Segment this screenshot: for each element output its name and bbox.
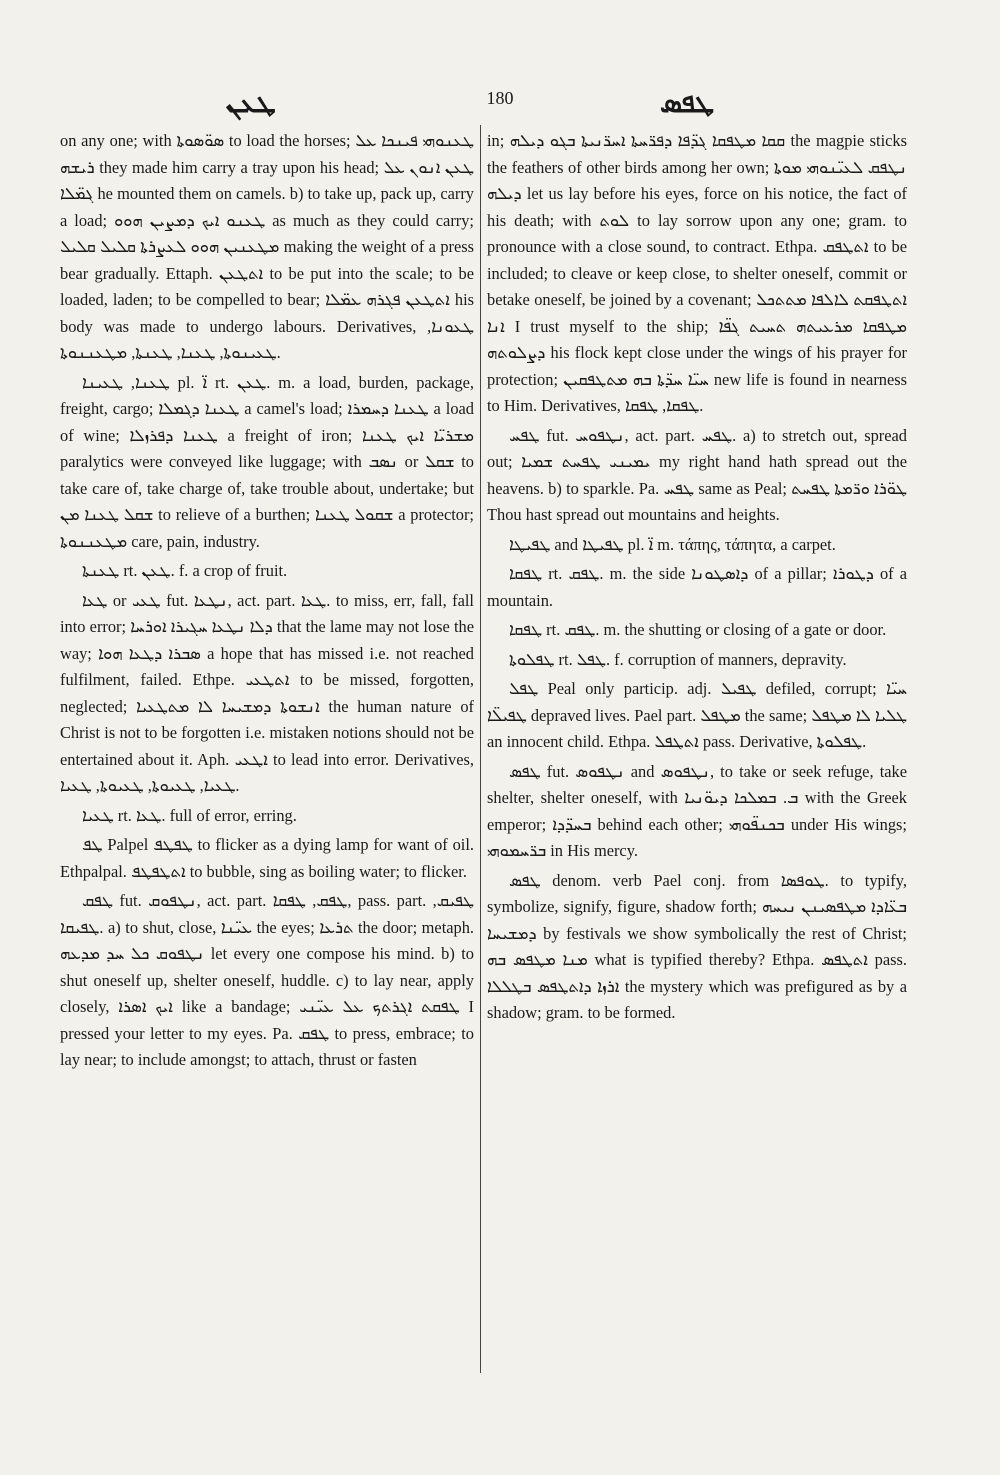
right-column bbox=[487, 128, 907, 1027]
dictionary-entry: ܛܦܠܘܬܐ rt. ܛܦܠ. f. corruption of manners, depravity. bbox=[509, 649, 847, 669]
dictionary-entry: ܛܥܢܬܐ rt. ܛܥܢ. f. a crop of fruit. bbox=[82, 561, 288, 580]
dictionary-entry: ܛܦܩ fut. ܢܛܦܘܩ, act. part. ܛܦܩ, ܛܦܩܐ, pass. part. ܛܦܝܩ, ܛܦܝܩܐ. a) to shut, close, ܥܝ̈ܢܐ the eyes; ܬܪܥܐ the door; metaph. ܢܛܦܘܩ ܟܠ ܚܕ ܡܕܥܗ let every one compose his mind. b) to shut oneself up, shelter oneself, huddle. c) to lay near, apply closely, ܐܝܟ ܐܣܪܐ like a bandage; ܛܦܩܬ ܐܓܪܬܟ ܥܠ ܥܝ̈ܢܝ I pressed your letter to my eyes. Pa. ܛܦܩ to press, embrace; to lay near; to include amongst; to attach, thrust or fasten bbox=[60, 891, 475, 1069]
dictionary-entry: ܛܥܢܐ, ܛܥܝܢܐ pl. ܐ̈ rt. ܛܥܢ. m. a load, burden, package, freight, cargo; ܛܥܢܐ ܕܓܡܠܐ a camel's load; ܛܥܢܐ ܕܚܡܪܐ a load of wine; ܛܥܢܐ ܕܦܪܙܠܐ a freight of iron; ܡܫܪܝ̈ܐ ܐܝܟ ܛܥܢܐ paralytics were conveyed like luggage; with ܢܣܒ or ܫܩܠ to take care of, take charge of, take trouble about, undertake; but ܫܩܠ ܛܥܢܐ ܡܢ to relieve of a burthen; ܫܩܘܠ ܛܥܢܐ a protector; ܡܛܥܢܢܘܬܐ care, pain, industry. bbox=[60, 372, 475, 551]
dictionary-entry: ܛܥܝܐ rt. ܛܥܐ. full of error, erring. bbox=[82, 805, 297, 825]
dictionary-entry: ܛܦܚ fut. ܢܛܦܘܚ, act. part. ܛܦܚ. a) to stretch out, spread out; ܝܡܝܢܝ ܛܦܚܬ ܫܡܝܐ my right hand hath spread out the heavens. b) to sparkle. Pa. ܛܦܚ same as Peal; ܛܘ̈ܪܐ ܘܪ̈ܡܬܐ ܛܦܚܬ Thou hast spread out mountains and heights. bbox=[487, 425, 907, 524]
running-headword-right: ܛܦܣ bbox=[660, 88, 715, 119]
column-divider bbox=[480, 125, 481, 1373]
entry-continuation: on any one; with ܣܘ̈ܣܘܬܐ to load the horses; ܛܥܢܘܗܝ ܦܝܢܟܐ ܥܠ ܪܝܫܗ they made him carry a tray upon his head; ܛܥܢ ܐܢܘܢ ܥܠ ܓܡ̈ܠܐ he mounted them on camels. b) to take up, pack up, carry a load; ܛܥܢܘ ܐܝܟ ܕܡܨܝܢ ܗܘܘ as much as they could carry; ܡܛܥܢܝܢ ܗܘܘ ܠܥܨܪܬܐ ܩܠܝܠ ܩܠܝܠ making the weight of a press bear gradually. Ettaph. ܐܬܛܥܢ to be put into the scale; to be loaded, laden; to be compelled to bear; ܐܬܛܥܢ ܦܓܪܗ ܥܡ̈ܠܐ his body was made to undergo labours. Derivatives, ܛܥܘܢܐ, ܛܥܝܢܘܬܐ, ܛܥܢܐ, ܛܥܢܬܐ, ܡܛܥܢܢܘܬܐ. bbox=[60, 131, 475, 362]
dictionary-entry: ܛܦܠ Peal only particip. adj. ܛܦܝܠ defiled, corrupt; ܚܝ̈ܐ ܛܦܝܠ̈ܐ depraved lives. Pael part. ܡܛܦܠ the same; ܛܠܝܐ ܠܐ ܡܛܦܠ an innocent child. Ethpa. ܐܬܛܦܠ pass. Derivative, ܛܦܠܘܬܐ. bbox=[487, 679, 907, 751]
left-column bbox=[60, 128, 474, 1074]
dictionary-entry: ܛܦܣ denom. verb Pael conj. from ܛܘܦܣܐ. to typify, symbolize, signify, figure, shadow forth; ܒܥ̈ܐܕܐ ܡܛܦܣܝܢܢ ܢܝܚܗ ܕܡܫܝܚܐ by festivals we show symbolically the rest of Christ; ܡܢܐ ܡܛܦܣ ܒܗ what is typified thereby? Ethpa. ܐܬܛܦܣ pass. ܐܪܙܐ ܕܐܬܛܦܣ ܒܛܠܠܐ the mystery which was prefigured as by a shadow; gram. to be formed. bbox=[487, 870, 907, 1022]
page-number: 180 bbox=[486, 88, 514, 108]
entry-continuation: in; ܩܩܐ ܡܛܦܩܐ ܓܕ̈ܦܐ ܕܦܪ̈ܚܬܐ ܐܚܪ̈ܢܝܬܐ ܒܓܘ ܕܝܠܗ the magpie sticks the feathers of other birds among her own; ܢܛܦܩ ܠܥܝ̈ܢܘܗܝ ܡܘܬܐ ܕܝܠܗ let us lay before his eyes, force on his notice, the fact of his death; with ܠܘܬ to lay sorrow upon any one; gram. to pronounce with a close sound, to contract. Ethpa. ܐܬܛܦܩ to be included; to cleave or keep close, to shelter oneself, commit or betake oneself, be joined by a covenant; ܐܬܛܦܩܬ ܠܐܠܦܐ ܡܬܬܟܠ ܐܢܐ I trust myself to the ship; ܡܛܦܩܐ ܡܪܥܝܬܗ ܬܚܝܬ ܓܦ̈ܐ ܕܨܠܘܬܗ his flock kept close under the wings of his prayer for protection; ܚܝ̈ܐ ܚܕ̈ܬܐ ܒܗ ܡܬܛܦܩܝܢ new life is found in nearness to Him. Derivatives, ܛܦܩܐ, ܛܦܩܐ. bbox=[487, 131, 908, 415]
dictionary-entry: ܛܥܐ or ܛܥܝ fut. ܢܛܥܐ, act. part. ܛܥܐ. to miss, err, fall, fall into error; ܕܠܐ ܢܛܥܐ ܚܓܝܪܐ ܐܘܪܚܐ that the lame may not lose the way; ܣܒܪܐ ܕܛܥܐ ܗܘܐ a hope that has missed i.e. not reached fulfilment, failed. Ethpe. ܐܬܛܥܝ to be missed, forgotten, neglected; ܐܢܫܘܬܐ ܕܡܫܝܚܐ ܠܐ ܡܬܛܥܝܐ the human nature of Christ is not to be forgotten i.e. mistaken notions should not be entertained about it. Aph. ܐܛܥܝ to lead into error. Derivatives, ܛܥܝܐ, ܛܥܝܘܬܐ, ܛܥܝܘܬܐ, ܛܥܝܐ. bbox=[60, 590, 474, 795]
dictionary-entry: ܛܦܩܐ rt. ܛܦܩ. m. the shutting or closing of a gate or door. bbox=[509, 620, 887, 639]
dictionary-entry: ܛܦܣ fut. ܢܛܦܘܣ and ܢܛܦܘܣ, to take or seek refuge, take shelter, shelter oneself, with ܒ. ܒܡܠܟܐ ܕܝܘ̈ܢܝܐ with the Greek emperor; ܒܚܕ̈ܕܐ behind each other; ܒܟܢܦ̈ܘܗܝ under His wings; ܒܪ̈ܚܡܘܗܝ in His mercy. bbox=[487, 761, 908, 860]
dictionary-entry: ܛܦ Palpel ܛܦܛܦ to flicker as a dying lamp for want of oil. Ethpalpal. ܐܬܛܦܛܦ to bubble, sing as boiling water; to flicker. bbox=[60, 835, 474, 881]
dictionary-entry: ܛܦܝܛܐ and ܛܦܝܛܐ pl. ܐ̈ m. τάπης, τάπητα, a carpet. bbox=[509, 534, 836, 554]
dictionary-entry: ܛܦܩܐ rt. ܛܦܩ. m. the side ܕܐܣܛܘܢܐ of a pillar; ܕܛܘܪܐ of a mountain. bbox=[487, 564, 908, 610]
running-headword-left: ܛܥܢ bbox=[226, 88, 276, 119]
